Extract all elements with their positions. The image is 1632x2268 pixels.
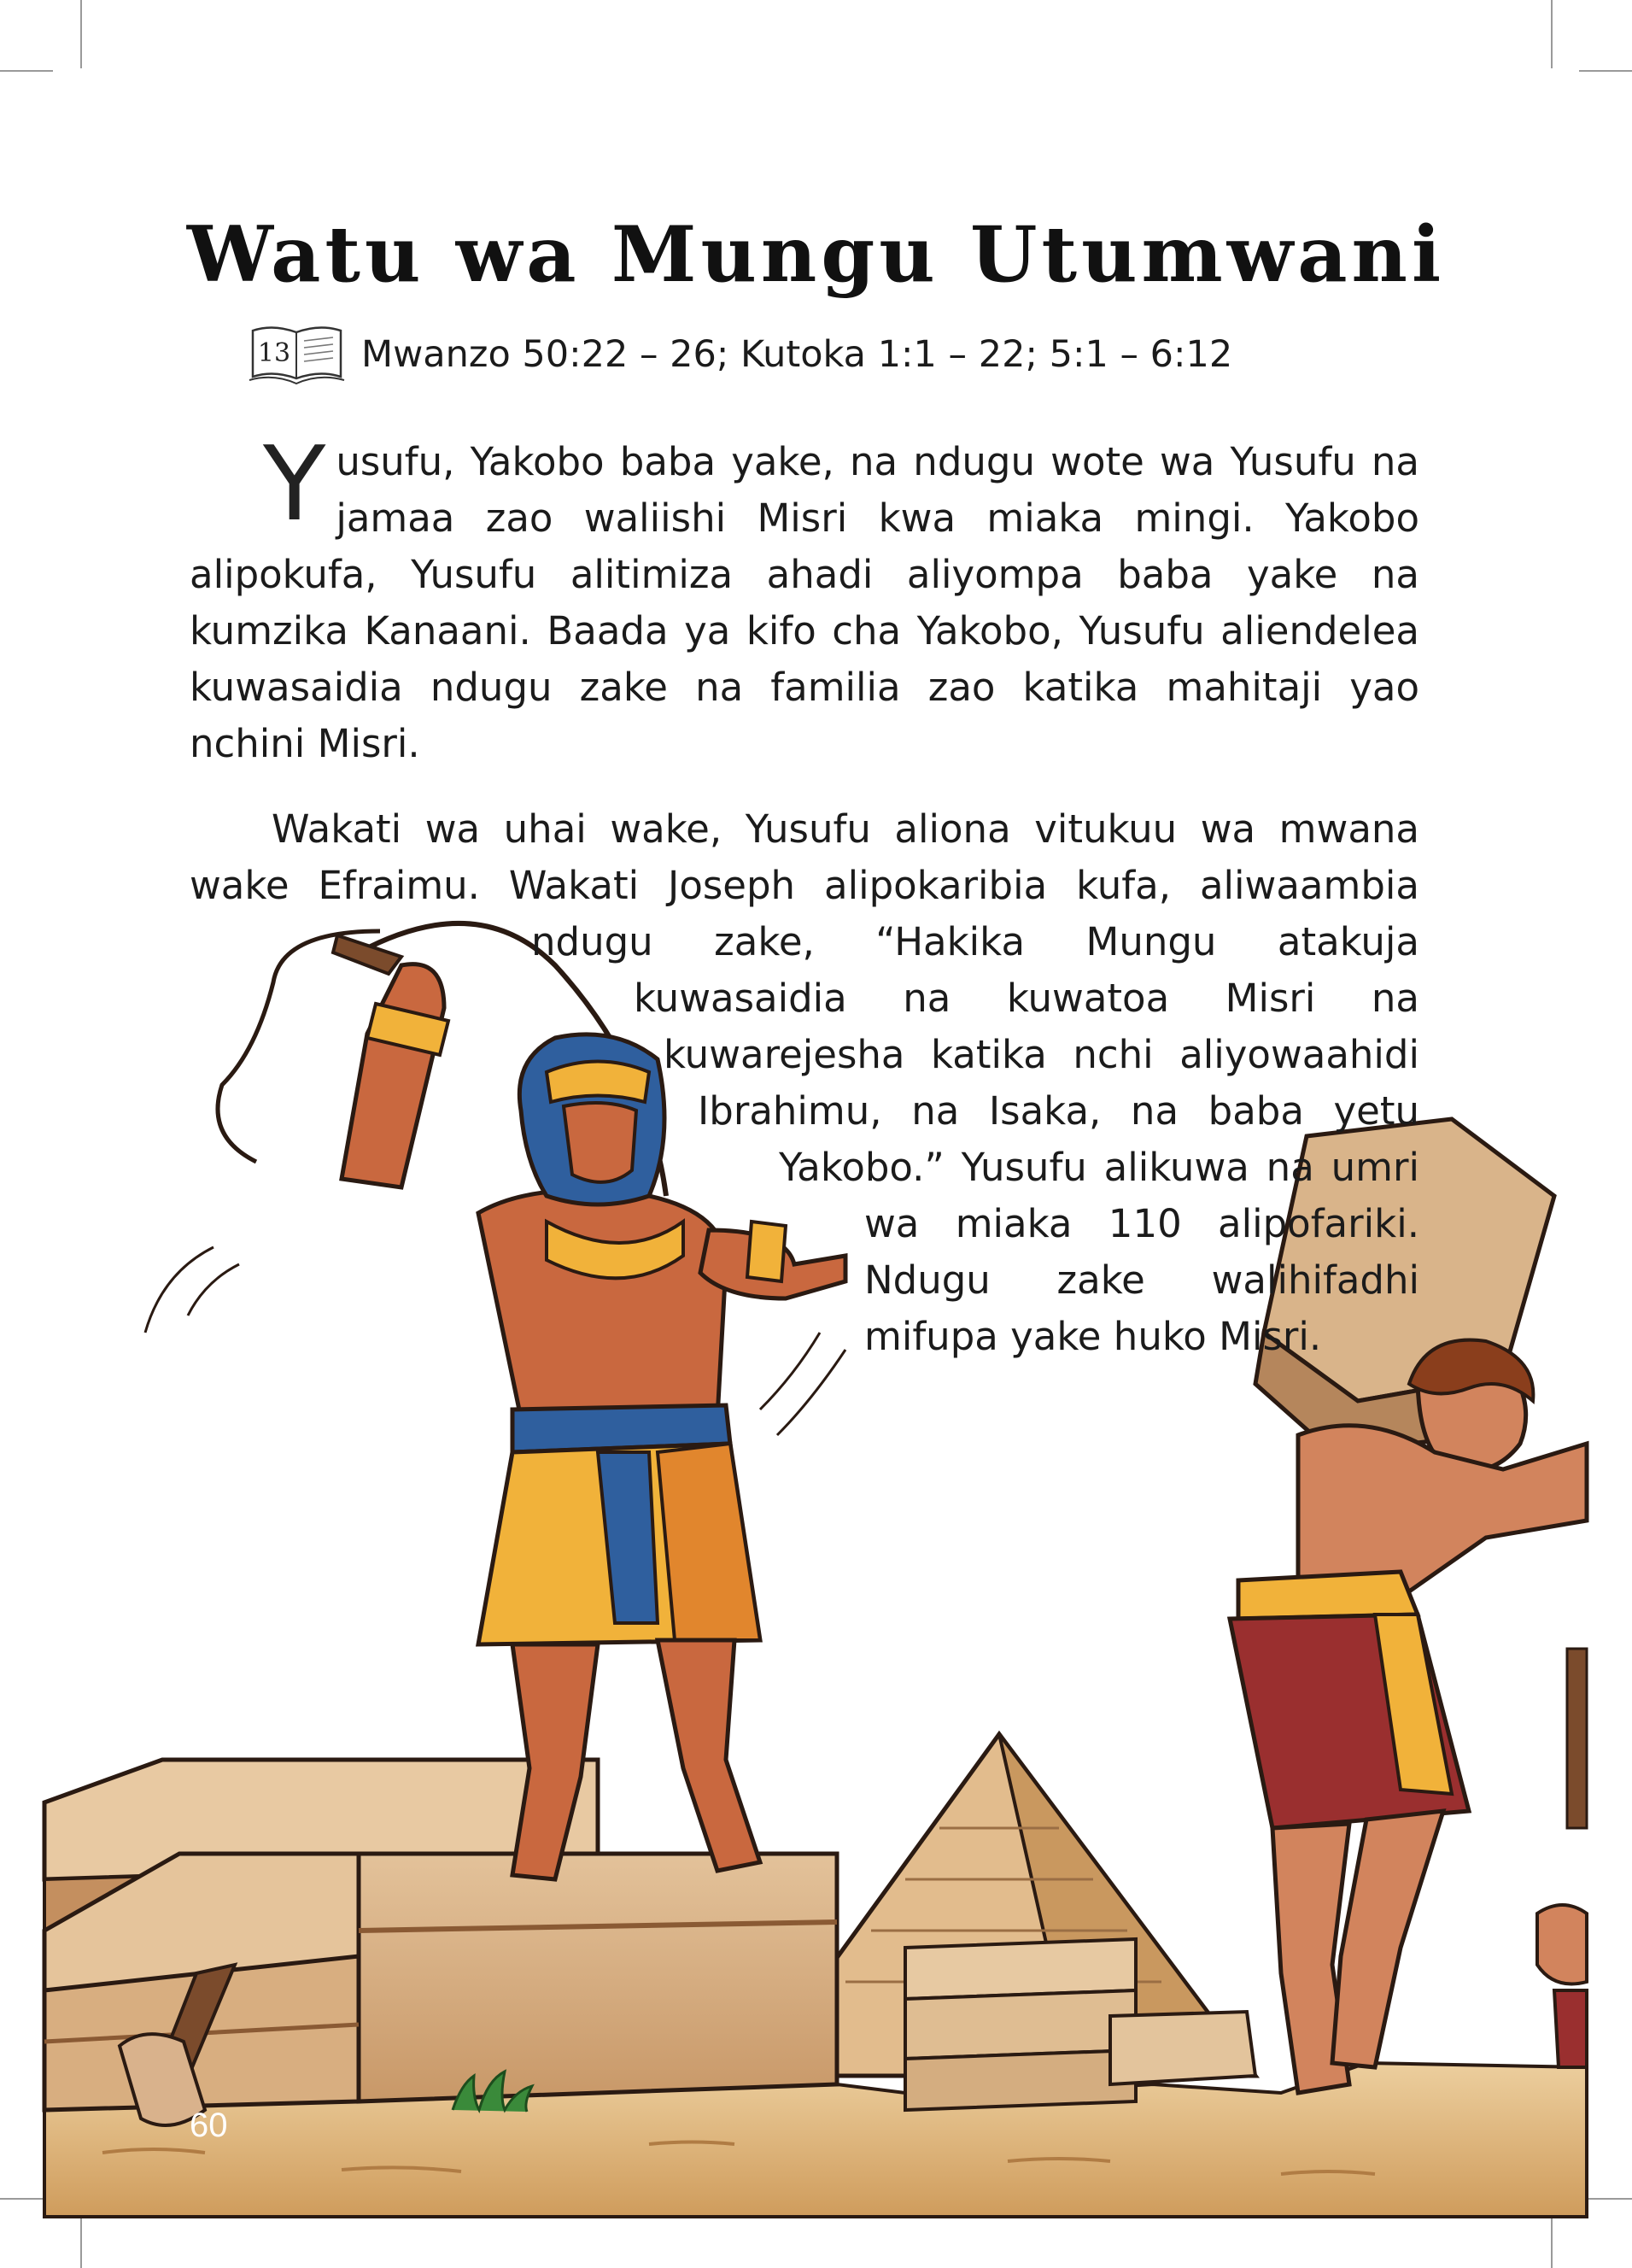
drop-cap: Y (263, 425, 326, 544)
float-spacer (190, 1421, 787, 1478)
book-icon (248, 320, 346, 389)
worker-figure-partial (1537, 1649, 1587, 2067)
paragraph-1-text: usufu, Yakobo baba yake, na ndugu wote wa Yusufu na jamaa zao waliishi Misri kwa miaka mingi. Yakobo alipokufa, Yusufu alitimiza ahadi aliyompa baba yake na kumzika Kanaani. Baada ya kifo cha Yakobo, Yusufu aliendelea kuwasaidia ndugu zake na familia zao katika mahitaji yao nchini Misri. (190, 439, 1419, 766)
float-spacer (190, 914, 531, 970)
stone-blocks-right (905, 1939, 1255, 2110)
paragraph-1 (190, 425, 1419, 772)
float-spacer (190, 1027, 664, 1083)
float-spacer (190, 1196, 864, 1252)
float-spacer (190, 1140, 779, 1196)
reference-text: Mwanzo 50:22 – 26; Kutoka 1:1 – 22; 5:1 – 6:12 (361, 333, 1233, 376)
float-spacer (190, 970, 634, 1027)
page-title: Watu wa Mungu Utumwani (186, 209, 1446, 300)
page-number: 60 (190, 2107, 228, 2144)
scripture-reference (248, 320, 1232, 389)
float-spacer (190, 1309, 864, 1365)
float-spacer (190, 1365, 864, 1421)
reference-number: 13 (257, 338, 291, 368)
float-spacer (190, 1252, 864, 1309)
float-spacer (190, 1478, 787, 1534)
float-spacer (190, 1083, 698, 1140)
paragraph-2 (190, 801, 1419, 1534)
paragraph-2-text: Wakati wa uhai wake, Yusufu aliona vitukuu wa mwana wake Efraimu. Wakati Joseph alipokaribia kufa, aliwaambia ndugu zake, “Hakika Mungu atakuja kuwasaidia na kuwatoa Misri na kuwarejesha katika nchi aliyowaahidi Ibrahimu, na Isaka, na baba yetu Yakobo.” Yusufu alikuwa na umri wa miaka 110 alipofariki. Ndugu zake walihifadhi mifupa yake huko Misri. (190, 806, 1419, 1359)
